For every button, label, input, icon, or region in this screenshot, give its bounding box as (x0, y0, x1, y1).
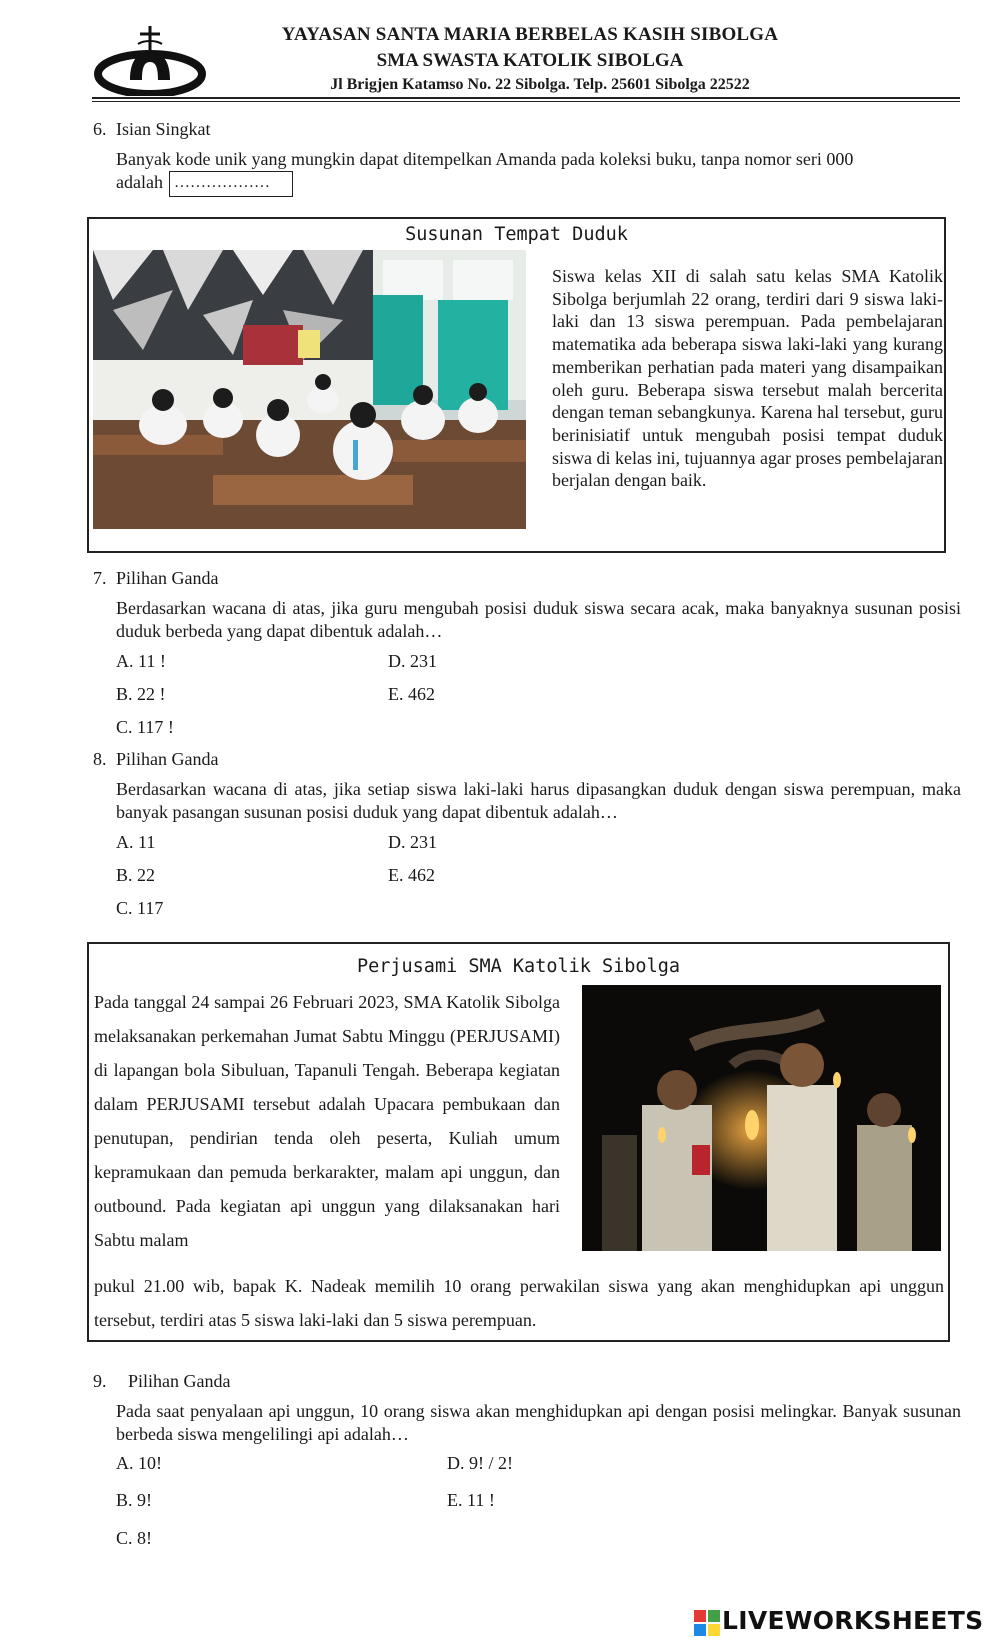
option-b[interactable]: B. 9! (116, 1490, 152, 1510)
liveworksheets-watermark: LIVEWORKSHEETS (722, 1606, 984, 1635)
option-c[interactable]: C. 117 (116, 898, 164, 918)
question-number: 6. (93, 119, 107, 139)
campfire-photo (582, 985, 941, 1251)
option-d[interactable]: D. 9! / 2! (447, 1453, 513, 1473)
question-6-answer-line (116, 171, 293, 197)
option-e[interactable]: E. 462 (388, 865, 435, 885)
answer-input[interactable]: ……………… (169, 171, 293, 197)
question-text: Banyak kode unik yang mungkin dapat ditempelkan Amanda pada koleksi buku, tanpa nomor seri 000 (116, 149, 854, 169)
passage-title: Susunan Tempat Duduk (405, 224, 628, 245)
header-divider-thin (92, 101, 960, 102)
option-b[interactable]: B. 22 (116, 865, 156, 885)
passage-body: Siswa kelas XII di salah satu kelas SMA Katolik Sibolga berjumlah 22 orang, terdiri dari 9 siswa laki-laki dan 13 siswa perempuan. Pada pembelajaran matematika ada beberapa siswa laki-laki yang kurang memberikan perhatian pada materi yang disampaikan oleh guru. Beberapa siswa tersebut malah bercerita dengan teman sebangkunya. Karena hal tersebut, guru berinisiatif untuk mengubah posisi tempat duduk siswa di kelas ini, tujuannya agar proses pembelajaran berjalan dengan baik. (552, 266, 943, 491)
option-a[interactable]: A. 10! (116, 1453, 162, 1473)
option-e[interactable]: E. 462 (388, 684, 435, 704)
question-number: 8. (93, 749, 107, 769)
question-text: Pada saat penyalaan api unggun, 10 orang siswa akan menghidupkan api dengan posisi melingkar. Banyak susunan berbeda siswa mengelilingi api adalah… (116, 1401, 961, 1444)
question-text-cont: adalah (116, 172, 163, 193)
header-foundation-name: YAYASAN SANTA MARIA BERBELAS KASIH SIBOLGA (281, 24, 779, 45)
option-d[interactable]: D. 231 (388, 832, 437, 852)
option-a[interactable]: A. 11 (116, 832, 156, 852)
option-b[interactable]: B. 22 ! (116, 684, 166, 704)
question-type: Pilihan Ganda (128, 1371, 231, 1391)
header-school-name: SMA SWASTA KATOLIK SIBOLGA (376, 50, 684, 71)
question-number: 9. (93, 1371, 107, 1391)
liveworksheets-logo-icon (694, 1610, 720, 1636)
question-number: 7. (93, 568, 107, 588)
school-logo-icon (94, 22, 206, 96)
option-c[interactable]: C. 8! (116, 1528, 152, 1548)
header-address: Jl Brigjen Katamso No. 22 Sibolga. Telp. 25601 Sibolga 22522 (330, 76, 750, 93)
passage-body: Pada tanggal 24 sampai 26 Februari 2023, SMA Katolik Sibolga melaksanakan perkemahan Jumat Sabtu Minggu (PERJUSAMI) di lapangan bola Sibuluan, Tapanuli Tengah. Beberapa kegiatan dalam PERJUSAMI tersebut adalah Upacara pembukaan dan penutupan, pendirian tenda oleh peserta, Kuliah umum kepramukaan dan pemuda berkarakter, malam api unggun, dan outbound. Pada kegiatan api unggun yang dilaksanakan hari Sabtu malam (94, 992, 560, 1250)
passage-body-continued: pukul 21.00 wib, bapak K. Nadeak memilih 10 orang perwakilan siswa yang akan menghidupkan api unggun tersebut, terdiri atas 5 siswa laki-laki dan 5 siswa perempuan. (94, 1276, 944, 1330)
option-d[interactable]: D. 231 (388, 651, 437, 671)
passage-title: Perjusami SMA Katolik Sibolga (356, 956, 680, 977)
classroom-photo (93, 250, 526, 529)
question-type: Isian Singkat (116, 119, 211, 139)
question-text: Berdasarkan wacana di atas, jika guru mengubah posisi duduk siswa secara acak, maka banyaknya susunan posisi duduk berbeda yang dapat dibentuk adalah… (116, 598, 961, 641)
header-divider (92, 97, 960, 99)
question-type: Pilihan Ganda (116, 568, 219, 588)
question-type: Pilihan Ganda (116, 749, 219, 769)
option-c[interactable]: C. 117 ! (116, 717, 174, 737)
option-e[interactable]: E. 11 ! (447, 1490, 495, 1510)
question-text: Berdasarkan wacana di atas, jika setiap siswa laki-laki harus dipasangkan duduk dengan siswa perempuan, maka banyak pasangan susunan posisi duduk yang dapat dibentuk adalah… (116, 779, 961, 822)
option-a[interactable]: A. 11 ! (116, 651, 166, 671)
